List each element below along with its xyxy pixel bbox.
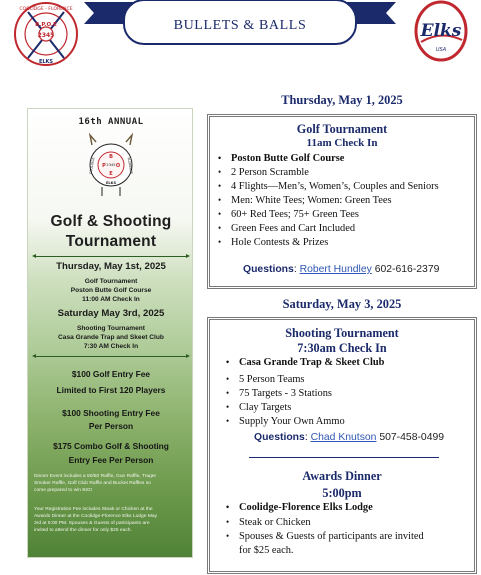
- svg-text:FLORENCE: FLORENCE: [126, 157, 134, 175]
- golf-checkin: 11am Check In: [306, 137, 378, 149]
- flyer-divider: [34, 256, 188, 257]
- flyer-title-line1: Golf & Shooting: [50, 213, 172, 230]
- golf-bullet: • Poston Butte Golf Course: [218, 153, 345, 164]
- flyer-fee-line: Limited to First 120 Players: [56, 385, 166, 395]
- flyer-fee-line: Per Person: [88, 421, 134, 431]
- flyer-golf-line: Golf Tournament: [84, 278, 138, 285]
- flyer-divider: [34, 356, 188, 357]
- svg-text:ELKS: ELKS: [105, 181, 117, 185]
- shooting-bullet: • Supply Your Own Ammo: [226, 416, 345, 427]
- shooting-bullet: • 75 Targets - 3 Stations: [226, 388, 332, 399]
- shooting-bullet: • Clay Targets: [226, 402, 292, 413]
- svg-text:P: P: [102, 163, 106, 169]
- golf-bullet: • 4 Flights—Men’s, Women’s, Couples and Seniors: [218, 181, 439, 192]
- awards-bullet: • Coolidge-Florence Elks Lodge: [226, 502, 373, 513]
- flyer-golf-line: 11:00 AM Check In: [82, 296, 140, 303]
- svg-text:2345: 2345: [37, 32, 55, 39]
- svg-text:Elks: Elks: [420, 21, 462, 41]
- shooting-questions: Questions: Chad Knutson 507-458-0499: [254, 432, 445, 443]
- saturday-date-heading: Saturday, May 3, 2025: [282, 297, 402, 311]
- golf-tournament-box: [207, 114, 477, 289]
- banner-title: BULLETS & BALLS: [173, 18, 307, 33]
- flyer-annual-label: 16th ANNUAL: [78, 117, 144, 127]
- shooting-title: Shooting Tournament: [285, 326, 399, 340]
- event-banner: [84, 0, 396, 46]
- flyer-fee-line: $175 Combo Golf & Shooting: [53, 441, 169, 451]
- flyer-date-thursday: Thursday, May 1st, 2025: [56, 261, 166, 272]
- svg-text:USA: USA: [435, 47, 447, 53]
- awards-time: 5:00pm: [322, 486, 362, 500]
- lodge-emblem-logo: [10, 0, 82, 72]
- svg-text:COOLIDGE: COOLIDGE: [88, 157, 96, 175]
- shooting-checkin: 7:30am Check In: [297, 341, 387, 355]
- flyer-fee-line: $100 Golf Entry Fee: [71, 369, 151, 379]
- flyer-date-saturday: Saturday May 3rd, 2025: [57, 308, 165, 319]
- awards-bullet: • Steak or Chicken: [226, 517, 311, 528]
- thursday-date-heading: Thursday, May 1, 2025: [281, 93, 403, 107]
- svg-text:ELKS: ELKS: [38, 59, 54, 65]
- flyer-emblem-icon: [88, 133, 134, 197]
- awards-bullet: • Spouses & Guests of participants are invited: [226, 531, 424, 542]
- svg-text:2345: 2345: [106, 163, 116, 167]
- awards-divider: [249, 457, 439, 458]
- golf-bullet: • 60+ Red Tees; 75+ Green Tees: [218, 209, 359, 220]
- golf-questions: Questions: Robert Hundley 602-616-2379: [243, 264, 440, 275]
- flyer-raffle-note: Dinner Event includes a 50/50 Raffle, Gun Raffle, Trager Smoker Raffle, Golf Club Raffle and Bucket Raffles so come prepared to win BIG!: [34, 474, 157, 493]
- flyer-shoot-line: Casa Grande Trap and Skeet Club: [58, 334, 164, 341]
- golf-bullet: • Men: White Tees; Women: Green Tees: [218, 195, 392, 206]
- golf-title: Golf Tournament: [296, 122, 388, 136]
- flyer-fee-line: Entry Fee Per Person: [68, 455, 154, 465]
- svg-text:B: B: [109, 154, 113, 160]
- flyer-fee-line: $100 Shooting Entry Fee: [62, 408, 160, 418]
- flyer-dinner-note: Your Registration Fee includes Steak or Chicken at the Awards Dinner at the Coolidge-Florence Elks Lodge May 3rd at 5:00 PM. Spouses & Guests of participants are invited to attend the dinner for only $25 each.: [34, 507, 158, 533]
- svg-text:B.P.O.E: B.P.O.E: [35, 22, 57, 28]
- golf-contact-phone: 602-616-2379: [374, 264, 440, 275]
- golf-contact-link[interactable]: Robert Hundley: [299, 264, 372, 275]
- shooting-bullet: • 5 Person Teams: [226, 374, 305, 385]
- flyer-shoot-line: 7:30 AM Check In: [83, 343, 139, 350]
- flyer-shoot-line: Shooting Tournament: [76, 325, 145, 332]
- tournament-flyer: [27, 108, 193, 558]
- golf-bullet: • Hole Contests & Prizes: [218, 237, 329, 248]
- elks-usa-logo: [412, 0, 470, 62]
- awards-title: Awards Dinner: [302, 469, 382, 483]
- svg-text:E: E: [109, 171, 113, 177]
- flyer-title-line2: Tournament: [65, 233, 157, 250]
- golf-bullet: • 2 Person Scramble: [218, 167, 309, 178]
- golf-bullet: • Green Fees and Cart Included: [218, 223, 356, 234]
- flyer-golf-line: Poston Butte Golf Course: [70, 287, 152, 294]
- shooting-bullet: • Casa Grande Trap & Skeet Club: [226, 357, 385, 368]
- shooting-contact-link[interactable]: Chad Knutson: [310, 432, 377, 443]
- awards-continuation: for $25 each.: [239, 545, 294, 556]
- shooting-and-dinner-box: [207, 317, 477, 574]
- shooting-contact-phone: 507-458-0499: [379, 432, 445, 443]
- svg-text:COOLIDGE - FLORENCE: COOLIDGE - FLORENCE: [19, 7, 73, 12]
- svg-text:O: O: [115, 163, 121, 169]
